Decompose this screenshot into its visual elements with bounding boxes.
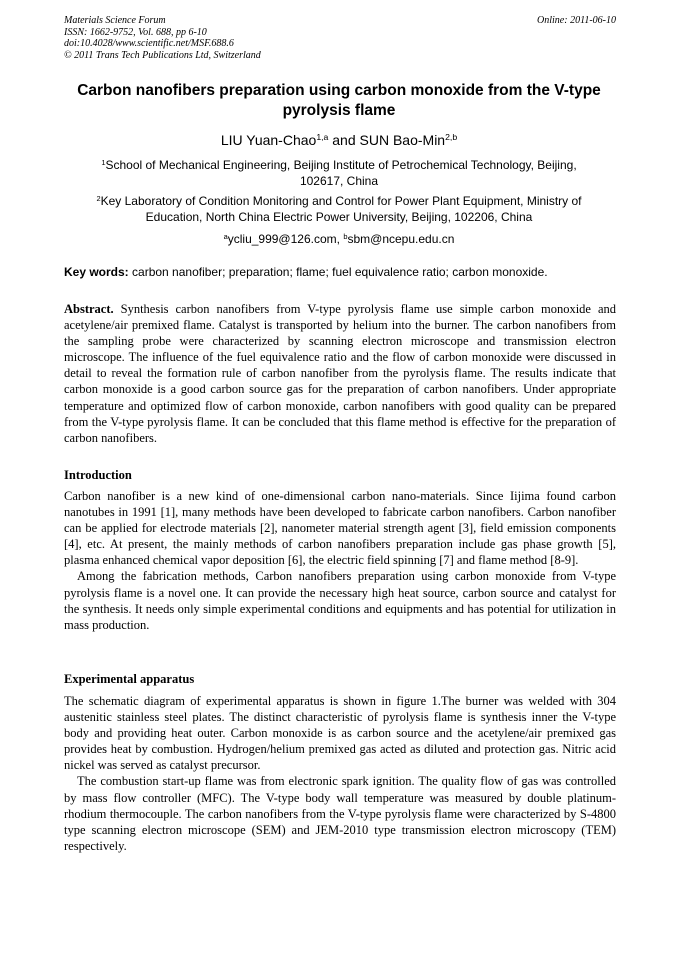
paragraph: Carbon nanofiber is a new kind of one-dimensional carbon nano-materials. Since Iijima found carbon nanotubes in 1991 [1], many methods have been developed to fabricate carbon nanofibers. Carbon nanofiber can be applied for electrode materials [2], nanometer material strength agent [3], field emission components [4], etc. At present, the mainly methods of carbon nanofibers preparation include gas phase growth [5], plasma enhanced chemical vapor deposition [6], the electric field spinning [7] and flame method [8-9]. [64,489,616,568]
affiliation-number: 2 [96,193,101,203]
affiliation-text: School of Mechanical Engineering, Beijing Institute of Petrochemical Technology, Beijing, 102617, China [105,158,577,188]
paper-title: Carbon nanofibers preparation using carbon monoxide from the V-type pyrolysis flame [77,82,601,119]
journal-name: Materials Science Forum [64,15,166,26]
affiliation-1 [80,157,598,189]
email-mark: b [343,231,348,241]
issn-line: ISSN: 1662-9752, Vol. 688, pp 6-10 [64,26,207,38]
email-mark: a [223,231,228,241]
keywords-text: carbon nanofiber; preparation; flame; fuel equivalence ratio; carbon monoxide. [128,265,548,279]
abstract [64,301,616,446]
doi-line: doi:10.4028/www.scientific.net/MSF.688.6 [64,38,234,49]
affiliation-text: Key Laboratory of Condition Monitoring and Control for Power Plant Equipment, Ministry of Education, North China Electric Power University, Beijing, 102206, China [100,194,582,224]
introduction-body [64,488,616,633]
affiliation-2 [80,193,598,225]
author-name: SUN Bao-Min [359,132,446,148]
author-affiliation-mark: 2,b [445,132,458,143]
paragraph: The schematic diagram of experimental apparatus is shown in figure 1.The burner was welded with 304 austenitic stainless steel plates. The distinct characteristic of pyrolysis flame is synthesis inner the V-type body and providing heat outer. Carbon monoxide is as carbon source and the acetylene/air premixed gas provides heat by combustion. Hydrogen/helium premixed gas acted as diluted and protection gas. Nitric acid nickel was served as catalyst precursor. [64,694,616,773]
email-link[interactable]: ycliu_999@126.com [227,232,337,246]
keywords-label: Key words: [64,265,129,279]
abstract-text: Synthesis carbon nanofibers from V-type pyrolysis flame use simple carbon monoxide and acetylene/air premixed flame. Catalyst is transported by helium into the burner. The carbon nanofibers from the sampling probe were characterized by scanning electron microscope and transmission electron microscope. The influence of the fuel equivalence ratio and the flow of carbon monoxide were discussed in detail to reveal the formation rule of carbon nanofiber from the pyrolysis flame. The results indicate that carbon monoxide is a good carbon source gas for the preparation of carbon nanofibers. Under appropriate temperature and optimized flow of carbon monoxide, carbon nanofibers with good quality can be prepared from the V-type pyrolysis flame. It can be concluded that this flame method is effective for the preparation of carbon nanofibers. [64,302,616,445]
section-heading-experimental: Experimental apparatus [64,672,195,686]
paragraph: The combustion start-up flame was from electronic spark ignition. The quality flow of gas was controlled by mass flow controller (MFC). The V-type body wall temperature was measured by double platinum-rhodium thermocouple. The carbon nanofibers from the V-type pyrolysis flame were characterized by S-4800 type scanning electron microscope (SEM) and JEM-2010 type transmission electron microscopy (TEM) respectively. [64,774,616,853]
email-separator: , [336,232,344,246]
paragraph: Among the fabrication methods, Carbon nanofibers preparation using carbon monoxide from V-type pyrolysis flame is a novel one. It can provide the necessary high heat source, carbon source and catalyst for the synthesis. It needs only simple experimental conditions and equipments and has potential for utilization in mass production. [64,569,616,632]
experimental-body [64,693,616,854]
keywords [64,264,616,280]
journal-header [64,15,616,61]
author-connector: and [328,132,360,148]
copyright-line: © 2011 Trans Tech Publications Ltd, Switzerland [64,49,261,61]
abstract-label: Abstract. [64,302,114,316]
section-heading-introduction: Introduction [64,468,132,482]
affiliation-number: 1 [101,157,106,167]
author-line [0,131,678,149]
email-link[interactable]: sbm@ncepu.edu.cn [347,232,455,246]
author-affiliation-mark: 1,a [316,132,329,143]
author-name: LIU Yuan-Chao [220,132,317,148]
email-line [0,231,678,247]
online-date: Online: 2011-06-10 [537,15,616,26]
